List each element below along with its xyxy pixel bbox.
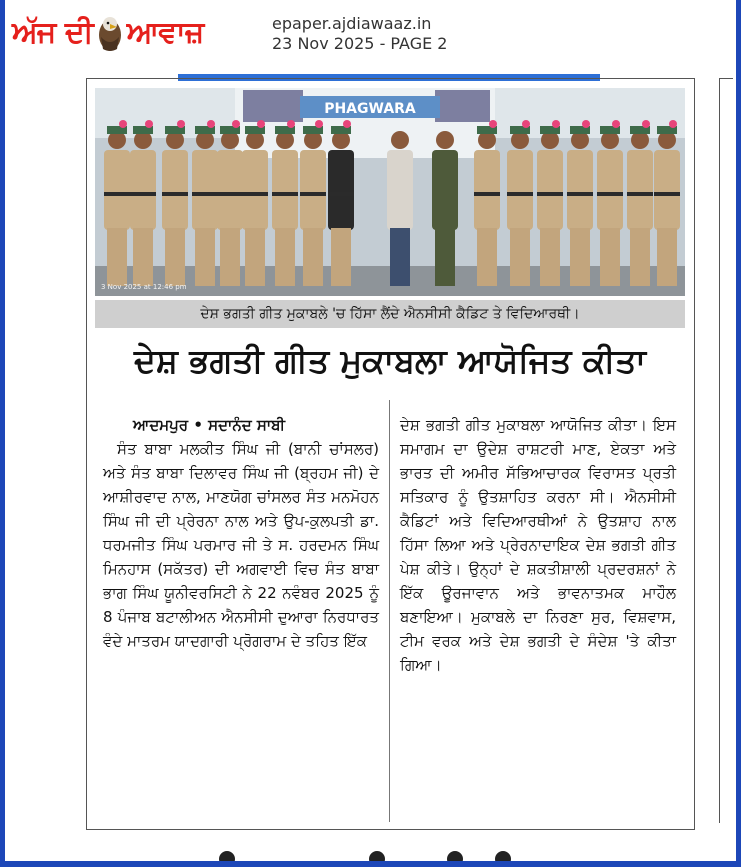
- person-figure: [192, 150, 218, 230]
- plume: [582, 120, 590, 128]
- person-figure: [507, 150, 533, 230]
- person-legs: [630, 228, 650, 286]
- article-column-left: [103, 413, 379, 653]
- belt: [597, 192, 623, 196]
- person-figure: [597, 150, 623, 230]
- person-legs: [245, 228, 265, 286]
- plume: [522, 120, 530, 128]
- person-head: [436, 131, 454, 149]
- cadets-group-image: [95, 88, 685, 296]
- byline: ਆਦਮਪੁਰ • ਸਦਾਨੰਦ ਸਾਬੀ: [133, 416, 286, 434]
- person-legs: [540, 228, 560, 286]
- person-figure: [654, 150, 680, 230]
- plume: [119, 120, 127, 128]
- plume: [612, 120, 620, 128]
- adjacent-column-edge: [719, 78, 733, 823]
- plume: [552, 120, 560, 128]
- person-legs: [435, 228, 455, 286]
- belt: [328, 192, 354, 196]
- masthead-name-part1: ਅੱਜ ਦੀ: [12, 15, 93, 50]
- plume: [489, 120, 497, 128]
- belt: [654, 192, 680, 196]
- person-figure: [104, 150, 130, 230]
- belt: [130, 192, 156, 196]
- person-figure: [162, 150, 188, 230]
- person-legs: [657, 228, 677, 286]
- site-url[interactable]: epaper.ajdiawaaz.in: [272, 14, 432, 33]
- belt: [192, 192, 218, 196]
- person-figure: [474, 150, 500, 230]
- article-body-right: ਦੇਸ਼ ਭਗਤੀ ਗੀਤ ਮੁਕਾਬਲਾ ਆਯੋਜਿਤ ਕੀਤਾ। ਇਸ ਸਮਾਗਮ ਦਾ ਉਦੇਸ਼ ਰਾਸ਼ਟਰੀ ਮਾਣ, ਏਕਤਾ ਅਤੇ ਭਾਰਤ ਦੀ ਅਮੀਰ ਸੱਭਿਆਚਾਰਕ ਵਿਰਾਸਤ ਪ੍ਰਤੀ ਸਤਿਕਾਰ ਨੂੰ ਉਤਸ਼ਾਹਿਤ ਕਰਨਾ ਸੀ। ਐਨਸੀਸੀ ਕੈਡਿਟਾਂ ਅਤੇ ਵਿਦਿਆਰਥੀਆਂ ਨੇ ਉਤਸ਼ਾਹ ਨਾਲ ਹਿੱਸਾ ਲਿਆ ਅਤੇ ਪ੍ਰੇਰਨਾਦਾਇਕ ਦੇਸ਼ ਭਗਤੀ ਗੀਤ ਪੇਸ਼ ਕੀਤੇ। ਉਨ੍ਹਾਂ ਦੇ ਸ਼ਕਤੀਸ਼ਾਲੀ ਪ੍ਰਦਰਸ਼ਨਾਂ ਨੇ ਇੱਕ ਊਰਜਾਵਾਨ ਅਤੇ ਭਾਵਨਾਤਮਕ ਮਾਹੌਲ ਬਣਾਇਆ। ਮੁਕਾਬਲੇ ਦਾ ਨਿਰਣਾ ਸੁਰ, ਵਿਸ਼ਵਾਸ, ਟੀਮ ਵਰਕ ਅਤੇ ਦੇਸ਼ ਭਗਤੀ ਦੇ ਸੰਦੇਸ਼ 'ਤੇ ਕੀਤਾ ਗਿਆ।: [400, 416, 676, 674]
- person-figure: [328, 150, 354, 230]
- date-page: 23 Nov 2025 - PAGE 2: [272, 34, 448, 53]
- person-figure: [432, 150, 458, 230]
- person-figure: [242, 150, 268, 230]
- belt: [507, 192, 533, 196]
- person-head: [391, 131, 409, 149]
- person-legs: [220, 228, 240, 286]
- page-frame-left: [0, 0, 5, 867]
- plume: [145, 120, 153, 128]
- article-headline: ਦੇਸ਼ ਭਗਤੀ ਗੀਤ ਮੁਕਾਬਲਾ ਆਯੋਜਿਤ ਕੀਤਾ: [134, 341, 646, 380]
- person-legs: [570, 228, 590, 286]
- person-legs: [303, 228, 323, 286]
- plume: [642, 120, 650, 128]
- next-article-fragment: [5, 843, 736, 861]
- belt: [567, 192, 593, 196]
- person-legs: [390, 228, 410, 286]
- belt: [217, 192, 243, 196]
- edition-meta: [272, 14, 447, 54]
- belt: [627, 192, 653, 196]
- person-figure: [567, 150, 593, 230]
- news-photo: [95, 88, 685, 296]
- person-figure: [272, 150, 298, 230]
- plume: [177, 120, 185, 128]
- belt: [272, 192, 298, 196]
- person-figure: [300, 150, 326, 230]
- person-figure: [627, 150, 653, 230]
- plume: [232, 120, 240, 128]
- person-legs: [510, 228, 530, 286]
- belt: [242, 192, 268, 196]
- masthead-name-part2: ਆਵਾਜ਼: [126, 15, 204, 50]
- plume: [669, 120, 677, 128]
- article-column-right: [400, 413, 676, 677]
- plume: [207, 120, 215, 128]
- person-legs: [331, 228, 351, 286]
- person-legs: [275, 228, 295, 286]
- page-frame-right: [736, 0, 741, 867]
- belt: [162, 192, 188, 196]
- masthead-logo[interactable]: [12, 12, 203, 54]
- column-divider: [389, 400, 390, 822]
- person-figure: [387, 150, 413, 230]
- photo-timestamp: 3 Nov 2025 at 12:46 pm: [101, 283, 187, 291]
- person-legs: [165, 228, 185, 286]
- person-legs: [195, 228, 215, 286]
- plume: [287, 120, 295, 128]
- plume: [257, 120, 265, 128]
- photo-banner-text: PHAGWARA: [324, 101, 416, 117]
- belt: [474, 192, 500, 196]
- belt: [300, 192, 326, 196]
- person-figure: [537, 150, 563, 230]
- photo-caption: ਦੇਸ਼ ਭਗਤੀ ਗੀਤ ਮੁਕਾਬਲੇ 'ਚ ਹਿੱਸਾ ਲੈਂਦੇ ਐਨਸੀਸੀ ਕੈਡਿਟ ਤੇ ਵਿਦਿਆਰਥੀ।: [95, 300, 685, 328]
- plume: [315, 120, 323, 128]
- eagle-icon: [95, 13, 125, 53]
- person-legs: [107, 228, 127, 286]
- person-legs: [600, 228, 620, 286]
- page-frame-bottom: [0, 861, 741, 867]
- person-legs: [133, 228, 153, 286]
- belt: [104, 192, 130, 196]
- plume: [343, 120, 351, 128]
- person-figure: [217, 150, 243, 230]
- article-body-left: ਸੰਤ ਬਾਬਾ ਮਲਕੀਤ ਸਿੰਘ ਜੀ (ਬਾਨੀ ਚਾਂਸਲਰ) ਅਤੇ ਸੰਤ ਬਾਬਾ ਦਿਲਾਵਰ ਸਿੰਘ ਜੀ (ਬ੍ਰਹਮ ਜੀ) ਦੇ ਆਸ਼ੀਰਵਾਦ ਨਾਲ, ਮਾਣਯੋਗ ਚਾਂਸਲਰ ਸੰਤ ਮਨਮੋਹਨ ਸਿੰਘ ਜੀ ਦੀ ਪ੍ਰੇਰਨਾ ਨਾਲ ਅਤੇ ਉਪ-ਕੁਲਪਤੀ ਡਾ. ਧਰਮਜੀਤ ਸਿੰਘ ਪਰਮਾਰ ਜੀ ਤੇ ਸ. ਹਰਦਮਨ ਸਿੰਘ ਮਿਨਹਾਸ (ਸਕੱਤਰ) ਦੀ ਅਗਵਾਈ ਵਿਚ ਸੰਤ ਬਾਬਾ ਭਾਗ ਸਿੰਘ ਯੂਨੀਵਰਸਿਟੀ ਨੇ 22 ਨਵੰਬਰ 2025 ਨੂੰ 8 ਪੰਜਾਬ ਬਟਾਲੀਅਨ ਐਨਸੀਸੀ ਦੁਆਰਾ ਨਿਰਧਾਰਤ ਵੰਦੇ ਮਾਤਰਮ ਯਾਦਗਾਰੀ ਪ੍ਰੋਗਰਾਮ ਦੇ ਤਹਿਤ ਇੱਕ: [103, 440, 379, 650]
- person-legs: [477, 228, 497, 286]
- person-figure: [130, 150, 156, 230]
- belt: [537, 192, 563, 196]
